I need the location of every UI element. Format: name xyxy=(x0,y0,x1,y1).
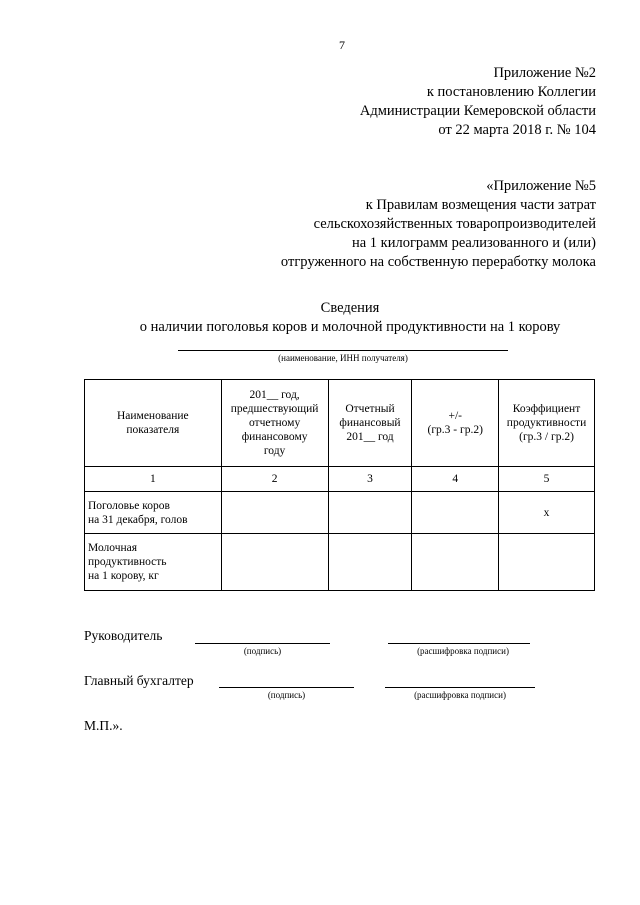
column-number: 1 xyxy=(85,467,222,492)
header-cell xyxy=(221,380,328,467)
header-text: предшествующий xyxy=(230,403,319,415)
header-text: финансовый xyxy=(339,417,401,429)
accountant-decode-caption: (расшифровка подписи) xyxy=(414,690,506,700)
header-cell xyxy=(328,380,412,467)
head-label: Руководитель xyxy=(84,628,163,643)
title-heading: Сведения xyxy=(320,300,380,316)
column-number: 5 xyxy=(499,467,595,492)
row-label-text: Поголовье коров xyxy=(88,499,170,512)
header-text: (гр.3 / гр.2) xyxy=(519,431,574,443)
appendix-5-line: сельскохозяйственных товаропроизводителей xyxy=(313,216,596,232)
row-label-text: на 31 декабря, голов xyxy=(88,513,188,526)
title-subheading: о наличии поголовья коров и молочной продуктивности на 1 корову xyxy=(139,319,561,335)
header-text: 201__ год xyxy=(346,431,394,443)
row-label-text: Молочная xyxy=(88,542,138,554)
appendix-5-block xyxy=(230,177,596,272)
header-text: году xyxy=(263,445,286,457)
accountant-signature-caption: (подпись) xyxy=(267,690,306,700)
value-cell[interactable] xyxy=(499,534,595,591)
appendix-2-line: к постановлению Коллегии xyxy=(426,84,596,100)
page-number: 7 xyxy=(339,38,345,52)
header-text: Наименование xyxy=(116,410,189,422)
value-cell[interactable] xyxy=(221,492,328,534)
column-number-row xyxy=(85,467,595,492)
head-decode-caption: (расшифровка подписи) xyxy=(417,646,509,656)
value-cell[interactable] xyxy=(412,534,499,591)
value-cell-x: x xyxy=(499,492,595,534)
header-text: Коэффициент xyxy=(512,403,581,415)
row-label xyxy=(85,534,222,591)
value-cell[interactable] xyxy=(328,492,412,534)
head-signature-line[interactable] xyxy=(195,643,330,644)
column-number: 4 xyxy=(412,467,499,492)
header-text: показателя xyxy=(126,424,180,436)
table-row xyxy=(85,492,595,534)
header-cell xyxy=(499,380,595,467)
accountant-label: Главный бухгалтер xyxy=(84,673,194,688)
column-number: 3 xyxy=(328,467,412,492)
header-cell xyxy=(85,380,222,467)
document-title xyxy=(60,299,640,337)
appendix-5-line: к Правилам возмещения части затрат xyxy=(365,197,596,213)
data-table xyxy=(84,379,595,591)
header-text: +/- xyxy=(448,410,462,422)
row-label xyxy=(85,492,222,534)
appendix-5-title: «Приложение №5 xyxy=(486,178,596,194)
header-text: Отчетный xyxy=(345,403,395,415)
appendix-5-line: на 1 килограмм реализованного и (или) xyxy=(351,235,596,251)
recipient-caption: (наименование, ИНН получателя) xyxy=(278,353,408,363)
value-cell[interactable] xyxy=(328,534,412,591)
stamp-label: М.П.». xyxy=(84,718,123,733)
recipient-line[interactable] xyxy=(178,350,508,351)
row-label-text: продуктивность xyxy=(88,556,167,568)
value-cell[interactable] xyxy=(412,492,499,534)
column-number: 2 xyxy=(221,467,328,492)
header-cell xyxy=(412,380,499,467)
accountant-decode-line[interactable] xyxy=(385,687,535,688)
header-text: продуктивности xyxy=(506,417,587,429)
table-header-row xyxy=(85,380,595,467)
head-decode-line[interactable] xyxy=(388,643,530,644)
appendix-2-block xyxy=(330,64,596,140)
value-cell[interactable] xyxy=(221,534,328,591)
head-signature-caption: (подпись) xyxy=(243,646,282,656)
table-row xyxy=(85,534,595,591)
appendix-2-date: от 22 марта 2018 г. № 104 xyxy=(438,122,596,138)
appendix-2-title: Приложение №2 xyxy=(493,65,596,81)
appendix-2-line: Администрации Кемеровской области xyxy=(359,103,596,119)
accountant-signature-line[interactable] xyxy=(219,687,354,688)
header-text: 201__ год, xyxy=(249,389,300,401)
header-text: отчетному xyxy=(248,417,301,429)
header-text: (гр.3 - гр.2) xyxy=(427,424,483,436)
header-text: финансовому xyxy=(241,431,308,443)
appendix-5-line: отгруженного на собственную переработку молока xyxy=(280,254,596,270)
row-label-text: на 1 корову, кг xyxy=(88,570,159,582)
